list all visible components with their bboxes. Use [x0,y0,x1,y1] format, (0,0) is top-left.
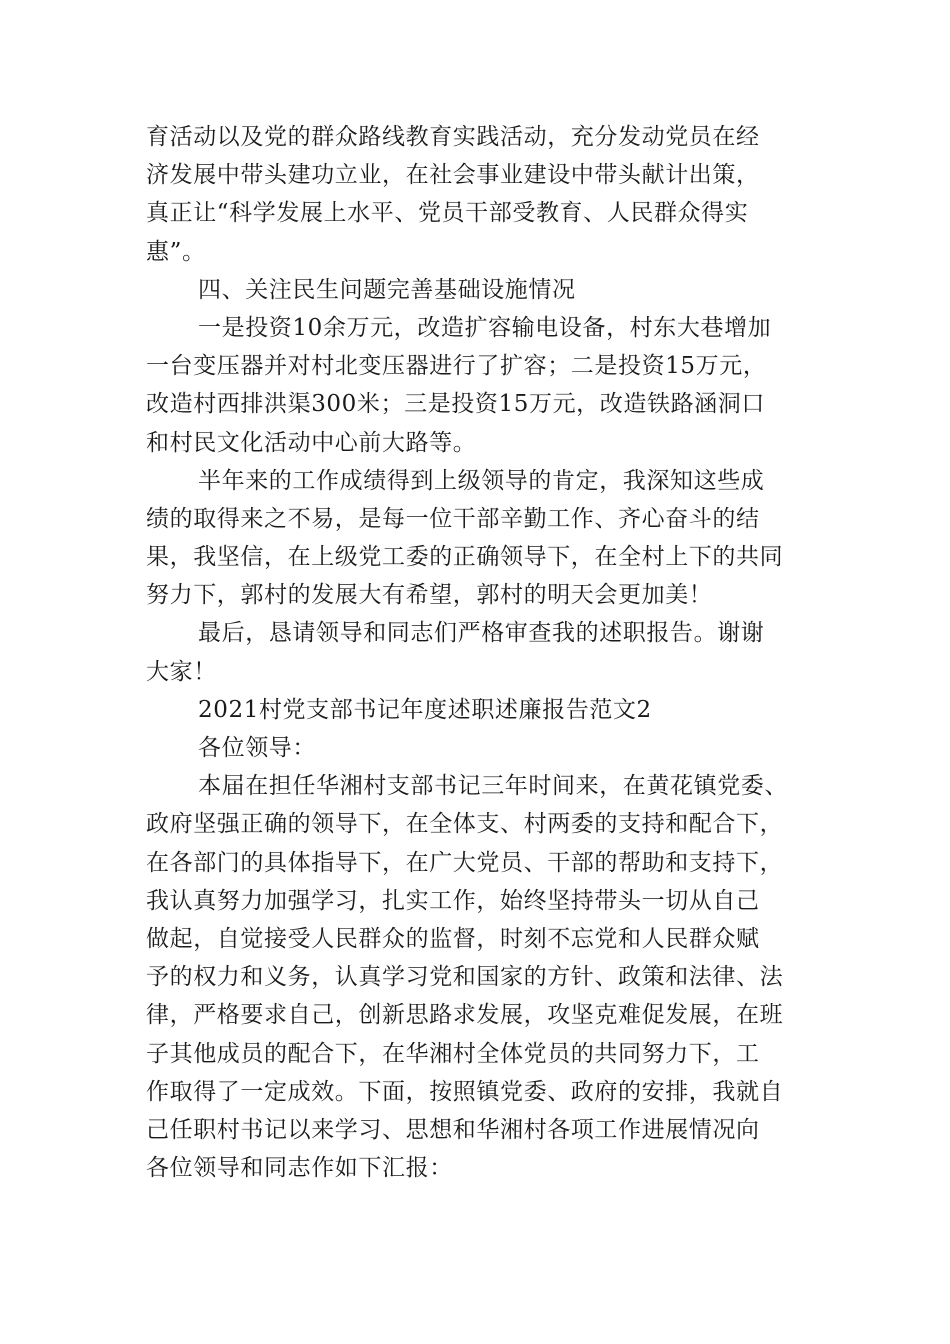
text-line: 我认真努力加强学习，扎实工作，始终坚持带头一切从自己 [146,887,760,914]
text-line: 改造村西排洪渠300米；三是投资15万元，改造铁路涵洞口 [146,391,765,418]
text-line: 做起，自觉接受人民群众的监督，时刻不忘党和人民群众赋 [146,925,760,952]
text-line: 本届在担任华湘村支部书记三年时间来，在黄花镇党委、 [198,773,788,800]
text-line: 大家！ [146,658,217,685]
text-line: 济发展中带头建功立业，在社会事业建设中带头献计出策， [146,162,760,189]
text-line: 予的权力和义务，认真学习党和国家的方针、政策和法律、法 [146,964,784,991]
text-line: 努力下，郭村的发展大有希望，郭村的明天会更加美！ [146,582,713,609]
text-line: 子其他成员的配合下，在华湘村全体党员的共同努力下，工 [146,1040,760,1067]
text-line: 政府坚强正确的领导下，在全体支、村两委的支持和配合下， [146,811,784,838]
text-line: 半年来的工作成绩得到上级领导的肯定，我深知这些成 [198,467,765,494]
text-line: 一是投资10余万元，改造扩容输电设备，村东大巷增加 [198,314,772,341]
text-line: 律，严格要求自己，创新思路求发展，攻坚克难促发展，在班 [146,1002,784,1029]
text-line: 一台变压器并对村北变压器进行了扩容；二是投资15万元， [146,353,767,380]
text-line: 最后，恳请领导和同志们严格审查我的述职报告。谢谢 [198,620,765,647]
text-line: 四、关注民生问题完善基础设施情况 [198,276,576,303]
text-line: 真正让“科学发展上水平、党员干部受教育、人民群众得实 [146,200,749,227]
text-line: 2021村党支部书记年度述职述廉报告范文2 [198,696,652,723]
document-body [146,118,806,1187]
text-line: 作取得了一定成效。下面，按照镇党委、政府的安排，我就自 [146,1078,784,1105]
text-line: 果，我坚信，在上级党工委的正确领导下，在全村上下的共同 [146,544,784,571]
text-line: 各位领导和同志作如下汇报： [146,1155,453,1182]
text-line: 己任职村书记以来学习、思想和华湘村各项工作进展情况向 [146,1116,760,1143]
text-line: 惠”。 [146,238,206,265]
text-line: 各位领导： [198,735,316,761]
text-line: 和村民文化活动中心前大路等。 [146,429,477,456]
text-line: 绩的取得来之不易，是每一位干部辛勤工作、齐心奋斗的结 [146,505,760,532]
text-line: 在各部门的具体指导下，在广大党员、干部的帮助和支持下， [146,849,784,876]
text-line: 育活动以及党的群众路线教育实践活动，充分发动党员在经 [146,124,760,150]
